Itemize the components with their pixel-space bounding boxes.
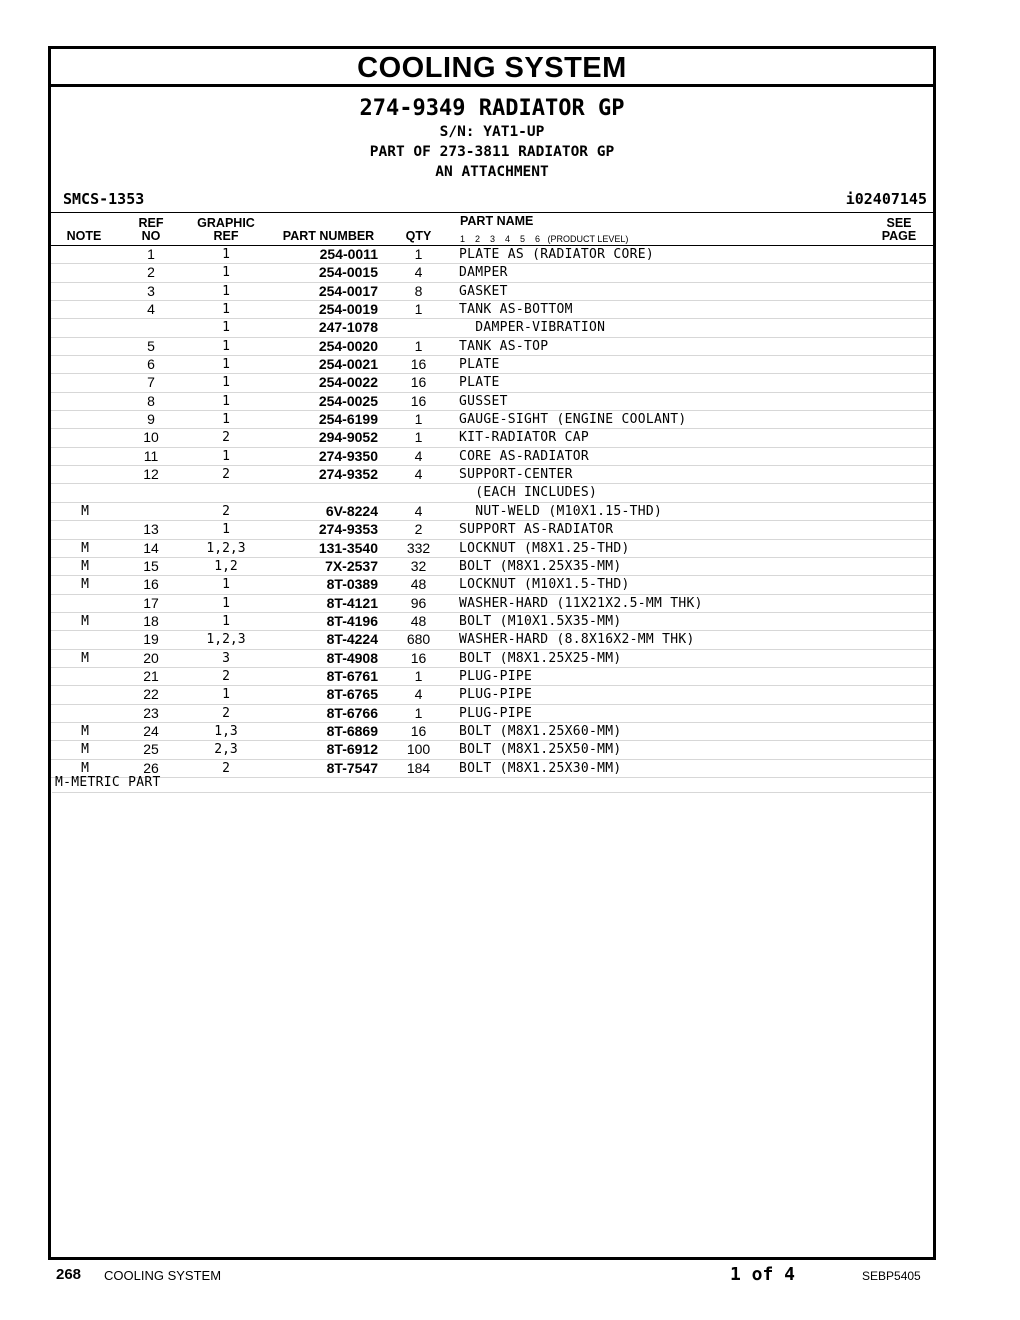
col-see-page-header: SEE PAGE	[881, 216, 917, 243]
ref-no-cell: 11	[143, 447, 159, 464]
ref-no-cell: 10	[143, 429, 159, 446]
ref-no-cell: 9	[147, 411, 155, 428]
qty-cell: 32	[410, 557, 427, 574]
ref-no-cell: 1	[147, 246, 155, 262]
table-row	[51, 503, 933, 521]
part-number-cell: 254-0022	[318, 374, 378, 391]
legend-note: M-METRIC PART	[55, 775, 161, 790]
graphic-ref-cell: 1	[222, 283, 230, 299]
part-name-cell: DAMPER-VIBRATION	[459, 320, 606, 336]
table-row	[51, 723, 933, 741]
part-name-cell: PLATE	[459, 357, 500, 373]
table-row	[51, 540, 933, 558]
graphic-ref-cell: 1	[222, 577, 230, 593]
qty-cell: 16	[410, 356, 427, 373]
part-name-cell: BOLT (M8X1.25X30-MM)	[459, 760, 622, 776]
part-number-cell: 8T-6912	[326, 741, 378, 758]
part-name-cell: TANK AS-TOP	[459, 338, 549, 354]
note-cell: M	[81, 760, 89, 776]
illustration-id: i02407145	[845, 190, 927, 208]
qty-cell: 1	[414, 246, 423, 262]
part-name-cell: LOCKNUT (M8X1.25-THD)	[459, 540, 630, 556]
part-name-cell: TANK AS-BOTTOM	[459, 302, 573, 318]
graphic-ref-cell: 1	[222, 393, 230, 409]
part-number-cell: 274-9353	[318, 521, 378, 538]
ref-no-cell: 22	[143, 686, 159, 703]
table-row	[51, 301, 933, 319]
qty-cell: 16	[410, 392, 427, 409]
qty-cell: 2	[414, 521, 423, 538]
table-row	[51, 466, 933, 484]
graphic-ref-cell: 1	[222, 357, 230, 373]
table-row	[51, 595, 933, 613]
graphic-ref-cell: 1	[222, 613, 230, 629]
graphic-ref-cell: 1	[222, 247, 230, 262]
col-part-name-header: PART NAME	[460, 214, 534, 228]
qty-cell: 16	[410, 374, 427, 391]
graphic-ref-cell: 1	[222, 448, 230, 464]
col-part-number-header: PART NUMBER	[282, 229, 375, 243]
ref-no-cell: 4	[147, 301, 155, 318]
qty-cell: 4	[414, 447, 423, 464]
graphic-ref-cell: 1,2,3	[206, 540, 246, 556]
graphic-ref-cell: 1,3	[214, 723, 238, 739]
col-ref-header: REF NO	[138, 216, 164, 243]
table-row	[51, 356, 933, 374]
table-row	[51, 264, 933, 282]
ref-no-cell: 3	[147, 282, 155, 299]
ref-no-cell: 21	[143, 667, 159, 684]
part-name-cell: WASHER-HARD (11X21X2.5-MM THK)	[459, 595, 703, 611]
ref-no-cell: 19	[143, 631, 159, 648]
part-number-cell: 8T-0389	[326, 576, 378, 593]
graphic-ref-cell: 1	[222, 375, 230, 391]
ref-no-cell: 17	[143, 594, 159, 611]
graphic-ref-cell: 1	[222, 265, 230, 281]
part-number-cell: 254-0017	[318, 282, 378, 299]
part-number-cell: 8T-4196	[326, 612, 378, 629]
parent-group: PART OF 273-3811 RADIATOR GP	[369, 144, 615, 160]
graphic-ref-cell: 1	[222, 687, 230, 703]
part-name-cell: CORE AS-RADIATOR	[459, 448, 590, 464]
footer-doc-id: SEBP5405	[862, 1269, 921, 1283]
product-level-scale: 1 2 3 4 5 6 (PRODUCT LEVEL)	[460, 234, 629, 244]
qty-cell: 4	[414, 264, 423, 281]
graphic-ref-cell: 1	[222, 595, 230, 611]
part-name-cell: BOLT (M10X1.5X35-MM)	[459, 613, 622, 629]
footer-page-number: 268	[56, 1266, 82, 1283]
part-number-cell: 8T-4121	[326, 594, 378, 611]
table-row	[51, 576, 933, 594]
table-row	[51, 760, 933, 778]
table-top-rule	[51, 212, 933, 213]
note-cell: M	[81, 503, 89, 519]
graphic-ref-cell: 2	[222, 668, 230, 684]
graphic-ref-cell: 2	[222, 705, 230, 721]
qty-cell: 184	[406, 759, 431, 776]
ref-no-cell: 24	[143, 722, 159, 739]
table-row	[51, 283, 933, 301]
part-name-cell: (EACH INCLUDES)	[459, 485, 598, 501]
qty-cell: 4	[414, 686, 423, 703]
table-row	[51, 374, 933, 392]
legend-rule	[52, 792, 932, 793]
part-name-cell: GAUGE-SIGHT (ENGINE COOLANT)	[459, 412, 687, 428]
ref-no-cell: 15	[143, 557, 159, 574]
note-cell: M	[81, 577, 89, 593]
table-row	[51, 668, 933, 686]
graphic-ref-cell: 1	[222, 338, 230, 354]
table-row	[51, 448, 933, 466]
table-row	[51, 686, 933, 704]
qty-cell: 8	[414, 282, 423, 299]
qty-cell: 1	[414, 301, 423, 318]
part-name-cell: SUPPORT AS-RADIATOR	[459, 522, 614, 538]
ref-no-cell: 26	[143, 759, 159, 776]
part-name-cell: PLUG-PIPE	[459, 687, 533, 703]
qty-cell: 16	[410, 649, 427, 666]
table-row	[51, 613, 933, 631]
qty-cell: 100	[406, 741, 431, 758]
note-cell: M	[81, 742, 89, 758]
part-name-cell: BOLT (M8X1.25X60-MM)	[459, 723, 622, 739]
graphic-ref-cell: 2	[222, 430, 230, 446]
graphic-ref-cell: 1,2,3	[206, 632, 246, 648]
graphic-ref-cell: 1	[222, 412, 230, 428]
note-cell: M	[81, 650, 89, 666]
table-row	[51, 558, 933, 576]
part-number-cell: 8T-6766	[326, 704, 378, 721]
graphic-ref-cell: 1	[222, 522, 230, 538]
col-qty-header: QTY	[405, 229, 432, 243]
part-number-cell: 8T-6869	[326, 722, 378, 739]
part-number-cell: 254-0015	[318, 264, 378, 281]
qty-cell: 48	[410, 612, 427, 629]
ref-no-cell: 23	[143, 704, 159, 721]
part-name-cell: PLUG-PIPE	[459, 705, 533, 721]
part-number-cell: 247-1078	[318, 319, 378, 336]
part-name-cell: GUSSET	[459, 393, 508, 409]
section-title: COOLING SYSTEM	[51, 49, 933, 87]
graphic-ref-cell: 2	[222, 467, 230, 483]
part-number-cell: 131-3540	[318, 539, 378, 556]
part-number-cell: 294-9052	[318, 429, 378, 446]
table-row	[51, 246, 933, 264]
part-number-cell: 254-0025	[318, 392, 378, 409]
part-number-cell: 254-6199	[318, 411, 378, 428]
part-name-cell: SUPPORT-CENTER	[459, 467, 573, 483]
qty-cell: 1	[414, 337, 423, 354]
part-name-cell: LOCKNUT (M10X1.5-THD)	[459, 577, 630, 593]
table-row	[51, 338, 933, 356]
part-name-cell: BOLT (M8X1.25X35-MM)	[459, 558, 622, 574]
group-title: 274-9349 RADIATOR GP	[359, 96, 625, 121]
note-cell: M	[81, 540, 89, 556]
graphic-ref-cell: 1	[222, 302, 230, 318]
graphic-ref-cell: 2	[222, 760, 230, 776]
qty-cell: 16	[410, 722, 427, 739]
part-name-cell: BOLT (M8X1.25X25-MM)	[459, 650, 622, 666]
part-number-cell: 274-9352	[318, 466, 378, 483]
ref-no-cell: 13	[143, 521, 159, 538]
graphic-ref-cell: 1,2	[214, 558, 238, 574]
table-row	[51, 521, 933, 539]
table-row	[51, 650, 933, 668]
ref-no-cell: 16	[143, 576, 159, 593]
note-cell: M	[81, 613, 89, 629]
ref-no-cell: 14	[143, 539, 159, 556]
table-row	[51, 484, 933, 502]
table-row	[51, 411, 933, 429]
part-number-cell: 6V-8224	[325, 502, 378, 519]
part-name-cell: GASKET	[459, 283, 508, 299]
ref-no-cell: 5	[147, 337, 155, 354]
part-number-cell: 8T-7547	[326, 759, 378, 776]
qty-cell: 96	[410, 594, 427, 611]
graphic-ref-cell: 1	[222, 320, 230, 336]
ref-no-cell: 12	[143, 466, 159, 483]
table-row	[51, 741, 933, 759]
part-name-cell: NUT-WELD (M10X1.15-THD)	[459, 503, 663, 519]
smcs-code: SMCS-1353	[63, 190, 145, 208]
note-cell: M	[81, 558, 89, 574]
footer-section: COOLING SYSTEM	[104, 1268, 222, 1283]
part-name-cell: KIT-RADIATOR CAP	[459, 430, 590, 446]
table-row	[51, 393, 933, 411]
table-row	[51, 319, 933, 337]
part-number-cell: 8T-6765	[326, 686, 378, 703]
part-number-cell: 7X-2537	[325, 557, 378, 574]
ref-no-cell: 18	[143, 612, 159, 629]
part-number-cell: 8T-4224	[326, 631, 378, 648]
qty-cell: 332	[406, 539, 431, 556]
part-number-cell: 254-0020	[318, 337, 378, 354]
part-name-cell: DAMPER	[459, 265, 508, 281]
parts-table	[51, 246, 933, 778]
qty-cell: 1	[414, 429, 423, 446]
graphic-ref-cell: 2,3	[214, 742, 238, 758]
table-row	[51, 429, 933, 447]
footer-page-of: 1 of 4	[730, 1264, 796, 1285]
attachment-note: AN ATTACHMENT	[435, 164, 549, 180]
ref-no-cell: 6	[147, 356, 155, 373]
serial-range: S/N: YAT1-UP	[439, 124, 545, 140]
part-number-cell: 274-9350	[318, 447, 378, 464]
part-name-cell: PLATE	[459, 375, 500, 391]
graphic-ref-cell: 2	[222, 503, 230, 519]
part-number-cell: 8T-6761	[326, 667, 378, 684]
qty-cell: 1	[414, 411, 423, 428]
qty-cell: 1	[414, 667, 423, 684]
part-number-cell: 8T-4908	[326, 649, 378, 666]
ref-no-cell: 25	[143, 741, 159, 758]
part-name-cell: PLUG-PIPE	[459, 668, 533, 684]
qty-cell: 48	[410, 576, 427, 593]
part-name-cell: BOLT (M8X1.25X50-MM)	[459, 742, 622, 758]
table-row	[51, 631, 933, 649]
qty-cell: 1	[414, 704, 423, 721]
part-number-cell: 254-0019	[318, 301, 378, 318]
ref-no-cell: 8	[147, 392, 155, 409]
qty-cell: 680	[406, 631, 431, 648]
table-row	[51, 705, 933, 723]
ref-no-cell: 7	[147, 374, 155, 391]
col-note-header: NOTE	[66, 229, 102, 243]
graphic-ref-cell: 3	[222, 650, 230, 666]
qty-cell: 4	[414, 466, 423, 483]
part-name-cell: WASHER-HARD (8.8X16X2-MM THK)	[459, 632, 695, 648]
ref-no-cell: 2	[147, 264, 155, 281]
part-number-cell: 254-0021	[318, 356, 378, 373]
qty-cell: 4	[414, 502, 423, 519]
ref-no-cell: 20	[143, 649, 159, 666]
part-name-cell: PLATE AS (RADIATOR CORE)	[459, 247, 655, 262]
note-cell: M	[81, 723, 89, 739]
parts-page-frame	[48, 46, 936, 1260]
part-number-cell: 254-0011	[319, 246, 378, 262]
col-graphic-header: GRAPHIC REF	[197, 216, 255, 243]
